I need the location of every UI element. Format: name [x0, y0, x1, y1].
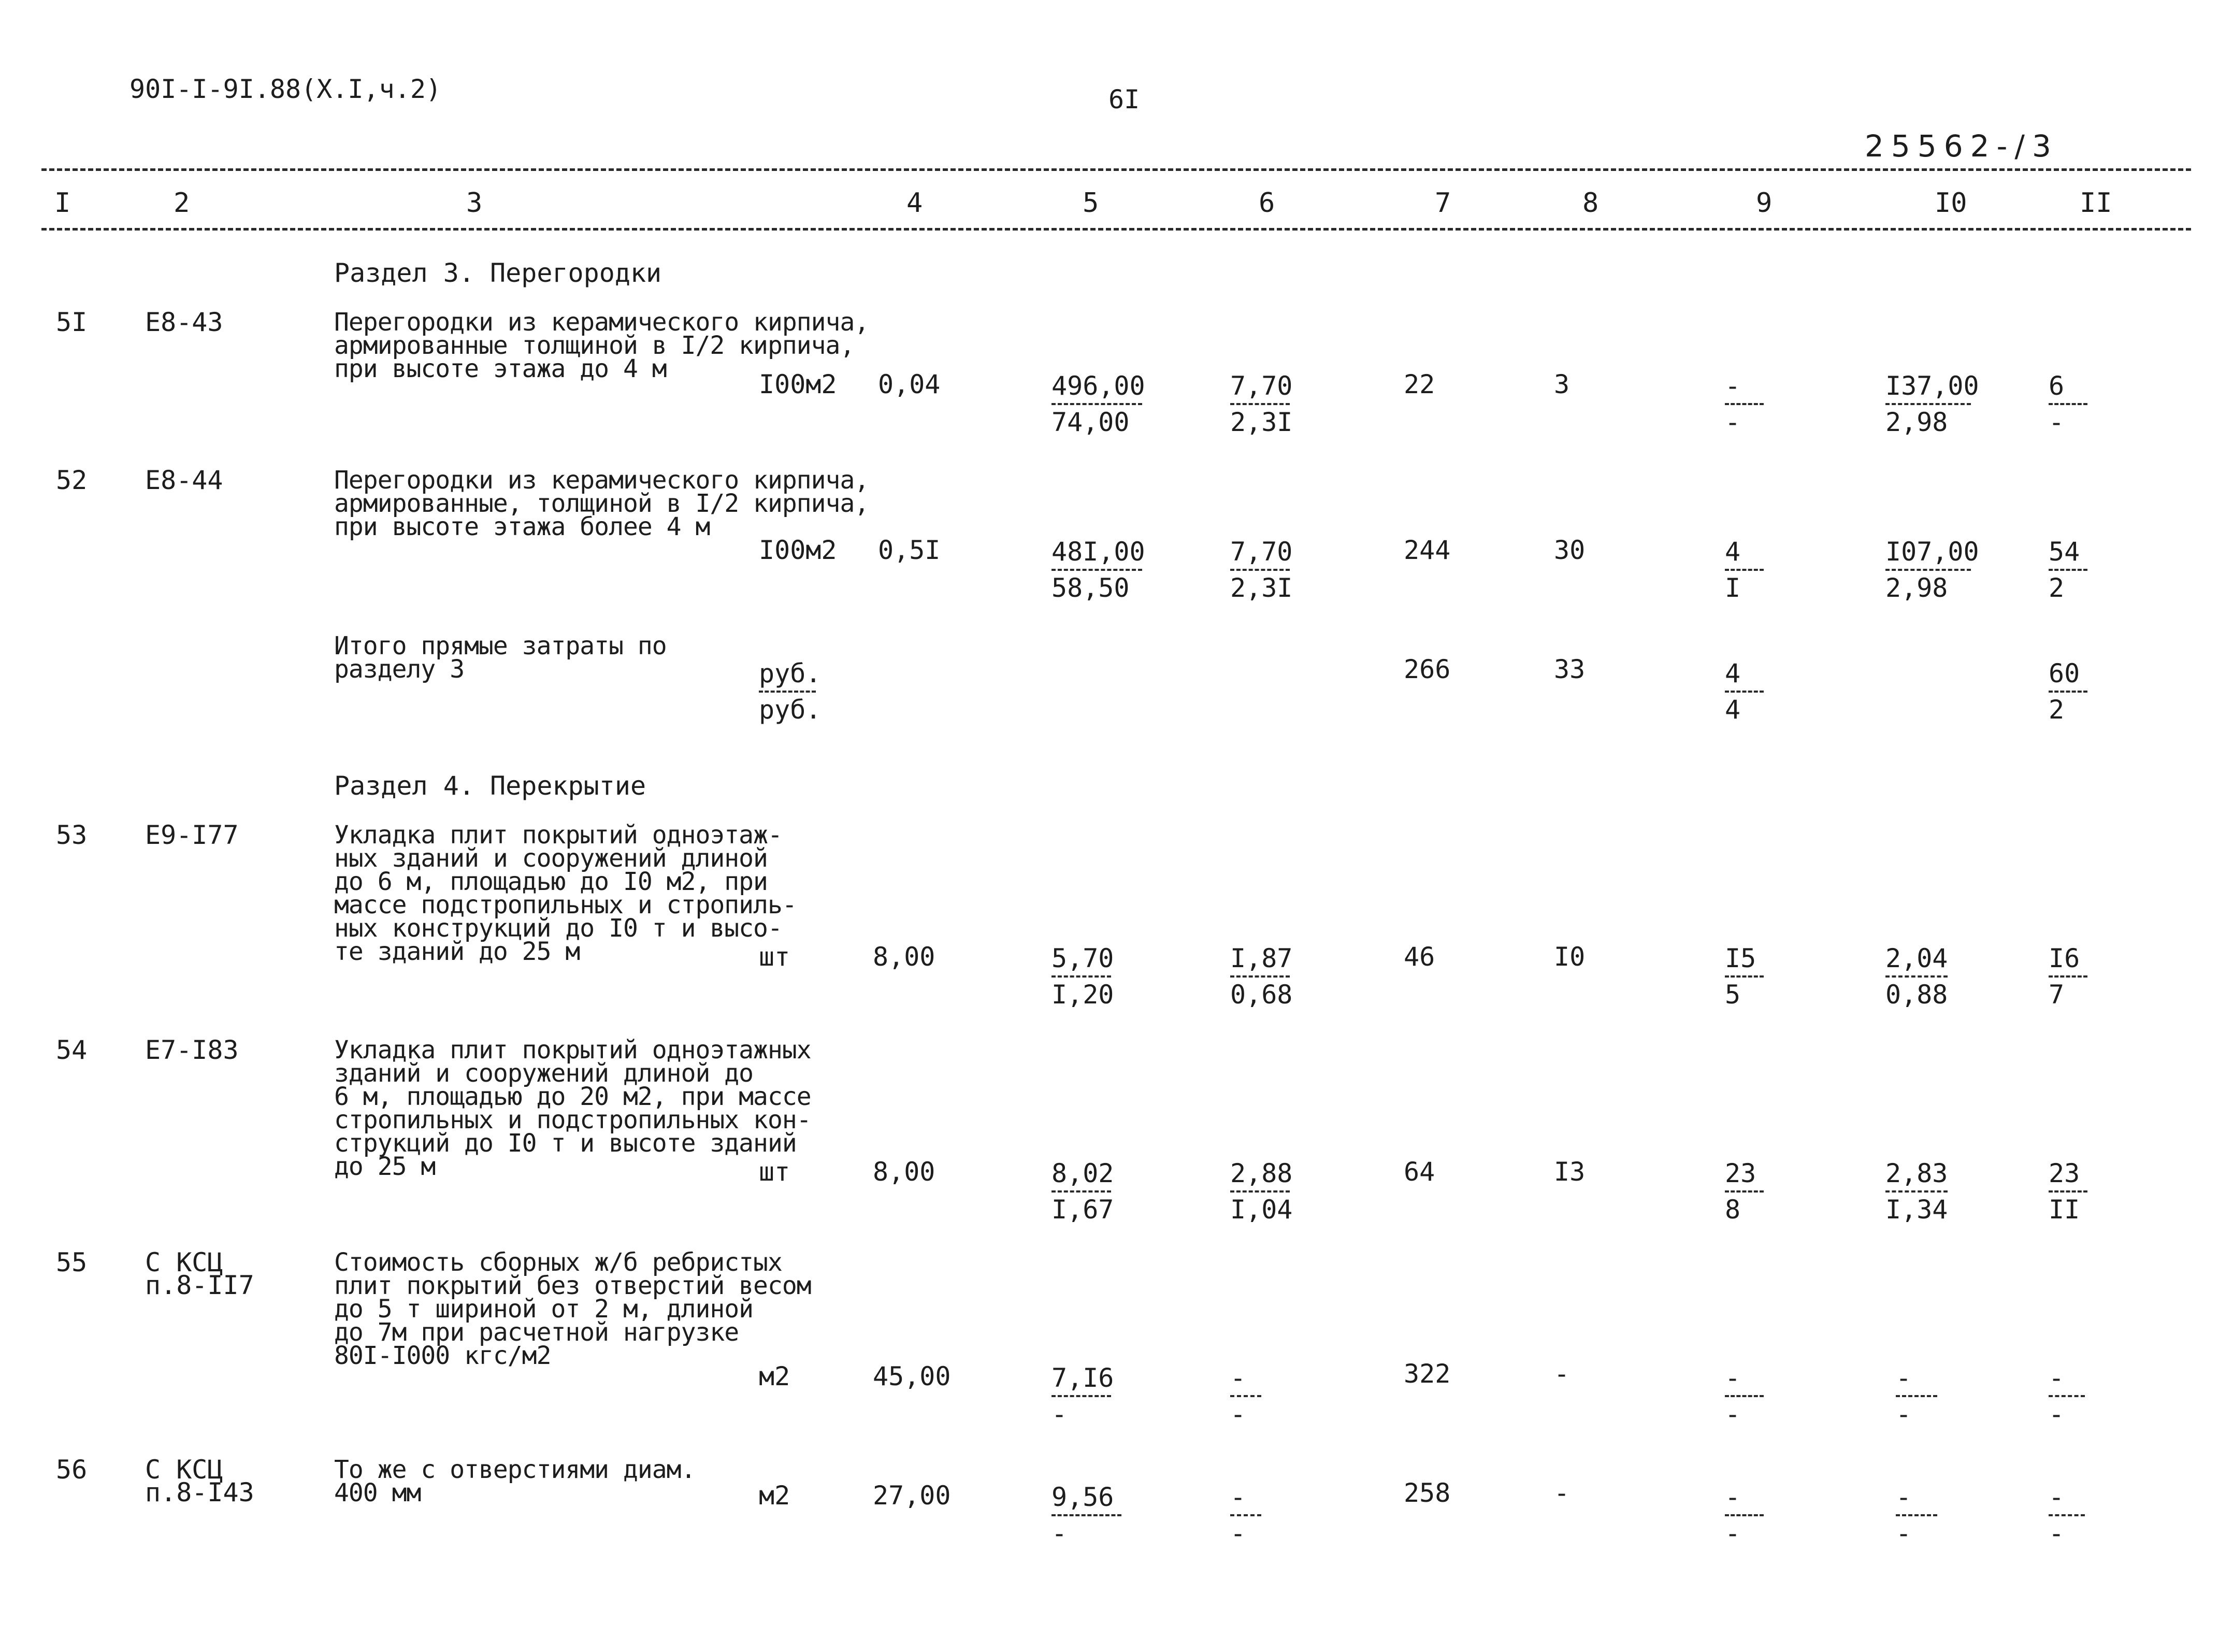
page-number: 6I — [1108, 84, 1140, 114]
unit-cost-col5: 9,56 - — [1051, 1484, 1121, 1546]
row-number: 5I — [56, 307, 88, 337]
unit-cost-col6: 7,70 2,3I — [1230, 537, 1293, 603]
unit-cost-col6: I,87 0,68 — [1230, 943, 1293, 1010]
unit: I00м2 — [759, 535, 837, 565]
rate-code: Е8-43 — [145, 307, 223, 337]
unit-cost-col6: 2,88 I,04 — [1230, 1158, 1293, 1225]
col-header-2: 2 — [174, 188, 190, 219]
unit-cost-col5: 7,I6 - — [1051, 1363, 1114, 1429]
total-col7: 64 — [1404, 1157, 1435, 1187]
col-header-5: 5 — [1083, 188, 1099, 219]
work-description: Укладка плит покрытий одноэтажных зданий и сооружений длиной до 6 м, площадью до 20 м2, при массе стропильных и подстропильных кон- струкций до I0 т и высоте зданий до 25 м — [334, 1036, 811, 1181]
total-col8: - — [1554, 1359, 1570, 1389]
col-header-8: 8 — [1582, 188, 1599, 219]
total-col7: 22 — [1404, 369, 1435, 399]
section-total-col8: 33 — [1554, 654, 1586, 684]
quantity: 45,00 — [873, 1361, 951, 1391]
unit: м2 — [759, 1361, 790, 1391]
total-col8: I3 — [1554, 1157, 1586, 1187]
archive-stamp: 25562-/3 — [1865, 128, 2058, 164]
value-col9: I5 5 — [1725, 945, 1764, 1008]
work-description: Стоимость сборных ж/б ребристых плит покрытий без отверстий весом до 5 т шириной от 2 м, длиной до 7м при расчетной нагрузке 80I-I000 кгс/м2 — [334, 1248, 811, 1370]
value-col10: 2,04 0,88 — [1885, 943, 1948, 1010]
total-col8: 30 — [1554, 535, 1586, 565]
total-col7: 258 — [1404, 1478, 1451, 1508]
rate-code: С КСЦ п.8-I43 — [145, 1455, 254, 1507]
total-col8: 3 — [1554, 369, 1570, 399]
row-number: 53 — [56, 820, 88, 850]
work-description: Перегородки из керамического кирпича, армированные толщиной в I/2 кирпича, при высоте этажа до 4 м — [334, 308, 869, 383]
value-col9: 4 I — [1725, 539, 1764, 601]
rate-code: Е7-I83 — [145, 1035, 239, 1065]
col-header-1: I — [54, 188, 71, 219]
value-col10: I37,00 2,98 — [1885, 371, 1979, 437]
section-total-col11: 60 2 — [2049, 660, 2087, 723]
quantity: 8,00 — [873, 1157, 935, 1187]
work-description: Укладка плит покрытий одноэтаж- ных зданий и сооружений длиной до 6 м, площадью до I0 м2, при массе подстропильных и стропиль- ных конструкций до I0 т и высо- те зданий до 25 м — [334, 821, 797, 966]
header-bottom-rule — [41, 228, 2191, 231]
unit-cost-col5: 48I,00 58,50 — [1051, 537, 1145, 603]
unit: м2 — [759, 1481, 790, 1511]
col-header-3: 3 — [466, 188, 483, 219]
quantity: 8,00 — [873, 942, 935, 972]
col-header-11: II — [2080, 188, 2112, 219]
value-col9: - - — [1725, 1365, 1764, 1427]
value-col10: - - — [1896, 1484, 1937, 1546]
total-col7: 322 — [1404, 1359, 1451, 1389]
row-number: 56 — [56, 1455, 88, 1485]
value-col11: 23 II — [2049, 1160, 2087, 1223]
value-col10: - - — [1896, 1365, 1937, 1427]
value-col11: 6 - — [2049, 373, 2087, 435]
total-col8: - — [1554, 1478, 1570, 1508]
col-header-10: I0 — [1935, 188, 1967, 219]
unit-cost-col5: 5,70 I,20 — [1051, 943, 1114, 1010]
value-col11: I6 7 — [2049, 945, 2087, 1008]
section-total-col7: 266 — [1404, 654, 1451, 684]
unit: шт — [759, 1157, 790, 1187]
section-total-label: Итого прямые затраты по разделу 3 — [334, 631, 667, 684]
rate-code: Е8-44 — [145, 465, 223, 495]
col-header-7: 7 — [1435, 188, 1451, 219]
section-total-col9: 4 4 — [1725, 660, 1764, 723]
quantity: 0,04 — [878, 369, 941, 399]
col-header-4: 4 — [906, 188, 923, 219]
value-col9: - - — [1725, 373, 1764, 435]
doc-code: 90I-I-9I.88(X.I,ч.2) — [129, 74, 442, 104]
value-col9: - - — [1725, 1484, 1764, 1546]
unit-cost-col6: - - — [1230, 1484, 1261, 1546]
total-col7: 46 — [1404, 942, 1435, 972]
quantity: 27,00 — [873, 1481, 951, 1511]
value-col10: 2,83 I,34 — [1885, 1158, 1948, 1225]
section-title-4: Раздел 4. Перекрытие — [334, 771, 646, 801]
total-col7: 244 — [1404, 535, 1451, 565]
work-description: То же с отверстиями диам. 400 мм — [334, 1455, 696, 1507]
section-total-unit: руб. руб. — [759, 658, 822, 725]
unit-cost-col5: 8,02 I,67 — [1051, 1158, 1114, 1225]
section-title-3: Раздел 3. Перегородки — [334, 258, 662, 288]
col-header-9: 9 — [1756, 188, 1773, 219]
col-header-6: 6 — [1259, 188, 1275, 219]
header-top-rule — [41, 168, 2191, 171]
unit-cost-col6: 7,70 2,3I — [1230, 371, 1293, 437]
unit-cost-col6: - - — [1230, 1365, 1261, 1427]
quantity: 0,5I — [878, 535, 941, 565]
rate-code: Е9-I77 — [145, 820, 239, 850]
total-col8: I0 — [1554, 942, 1586, 972]
row-number: 52 — [56, 465, 88, 495]
row-number: 55 — [56, 1247, 88, 1277]
value-col9: 23 8 — [1725, 1160, 1764, 1223]
value-col11: - - — [2049, 1484, 2085, 1546]
value-col11: - - — [2049, 1365, 2085, 1427]
rate-code: С КСЦ п.8-II7 — [145, 1247, 254, 1300]
work-description: Перегородки из керамического кирпича, армированные, толщиной в I/2 кирпича, при высоте этажа более 4 м — [334, 466, 869, 541]
value-col11: 54 2 — [2049, 539, 2087, 601]
unit: шт — [759, 942, 790, 972]
unit-cost-col5: 496,00 74,00 — [1051, 371, 1145, 437]
value-col10: I07,00 2,98 — [1885, 537, 1979, 603]
unit: I00м2 — [759, 369, 837, 399]
row-number: 54 — [56, 1035, 88, 1065]
